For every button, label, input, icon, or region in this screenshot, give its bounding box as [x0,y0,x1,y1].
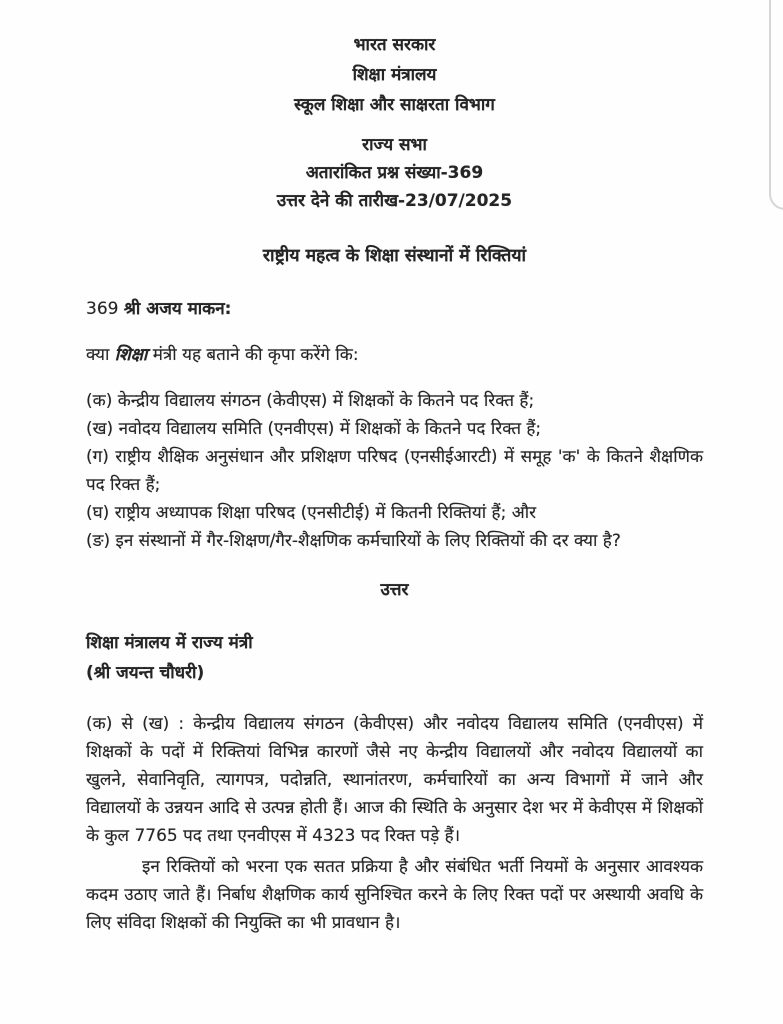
document-title: राष्ट्रीय महत्व के शिक्षा संस्थानों में रिक्तियां [262,246,527,266]
question-item-gha [86,499,703,527]
question-label: (ग) [86,447,109,467]
question-text: नवोदय विद्यालय समिति (एनवीएस) में शिक्षकों के कितने पद रिक्त हैं; [118,419,542,439]
question-text: केन्द्रीय विद्यालय संगठन (केवीएस) में शिक्षकों के कितने पद रिक्त हैं; [117,391,535,411]
asker-name: श्री अजय माकन: [123,299,232,319]
answer-paragraph-1 [86,710,703,850]
header-line-department: स्कूल शिक्षा और साक्षरता विभाग [294,95,495,115]
question-text: राष्ट्रीय शैक्षिक अनुसंधान और प्रशिक्षण परिषद (एनसीईआरटी) में समूह 'क' के कितने शैक्षणिक पद रिक्त हैं; [86,447,703,495]
asker-line [86,295,703,323]
question-number: 369 [86,299,119,319]
government-header [86,30,703,120]
question-number-line: अतारांकित प्रश्न संख्या-369 [305,163,484,183]
question-item-nga [86,527,703,555]
house-name: राज्य सभा [362,135,427,155]
minister-name: (श्री जयन्त चौधरी) [86,663,205,683]
question-item-ka [86,387,703,415]
question-intro-line [86,341,703,369]
question-label: (क) [86,391,113,411]
minister-block [86,628,703,688]
question-label: (ङ) [86,531,111,551]
answer-heading: उत्तर [380,580,409,600]
question-text: इन संस्थानों में गैर-शिक्षण/गैर-शैक्षणिक कर्मचारियों के लिए रिक्तियों की दर क्या है? [115,531,621,551]
intro-suffix: मंत्री यह बताने की कृपा करेंगे कि: [152,345,359,365]
question-label: (घ) [86,503,110,523]
answer-paragraph-2: इन रिक्तियों को भरना एक सतत प्रक्रिया है और संबंधित भर्ती नियमों के अनुसार आवश्यक कदम उठाए जाते हैं। निर्बाध शैक्षणिक कार्य सुनिश्चित करने के लिए रिक्त पदों पर अस्थायी अवधि के लिए संविदा शिक्षकों की नियुक्ति का भी प्रावधान है। [86,857,703,933]
question-label: (ख) [86,419,114,439]
minister-word: शिक्षा [114,345,148,365]
question-item-ga [86,443,703,499]
header-line-ministry: शिक्षा मंत्रालय [352,65,437,85]
question-item-kha [86,415,703,443]
viewer-panel-corner-edge[interactable] [769,0,783,210]
question-meta-block [86,131,703,215]
intro-prefix: क्या [86,345,115,365]
question-text: राष्ट्रीय अध्यापक शिक्षा परिषद (एनसीटीई) में कितनी रिक्तियां हैं; और [114,503,537,523]
answer-para1-text: केन्द्रीय विद्यालय संगठन (केवीएस) और नवोदय विद्यालय समिति (एनवीएस) में शिक्षकों के पदों में रिक्तियां विभिन्न कारणों जैसे नए केन्द्रीय विद्यालयों और नवोदय विद्यालयों का खुलने, सेवानिवृति, त्यागपत्र, पदोन्नति, स्थानांतरण, कर्मचारियों का अन्य विभागों में जाने और विद्यालयों के उन्नयन आदि से उत्पन्न होती हैं। आज की स्थिति के अनुसार देश भर में केवीएस में शिक्षकों के कुल 7765 पद तथा एनवीएस में 4323 पद रिक्त पड़े हैं। [86,714,703,846]
answer-para1-label: (क) से (ख) : [86,714,185,734]
minister-designation: शिक्षा मंत्रालय में राज्य मंत्री [86,633,253,653]
header-line-govt: भारत सरकार [353,35,436,55]
question-list [86,387,703,555]
answer-date-line: उत्तर देने की तारीख-23/07/2025 [276,191,513,211]
